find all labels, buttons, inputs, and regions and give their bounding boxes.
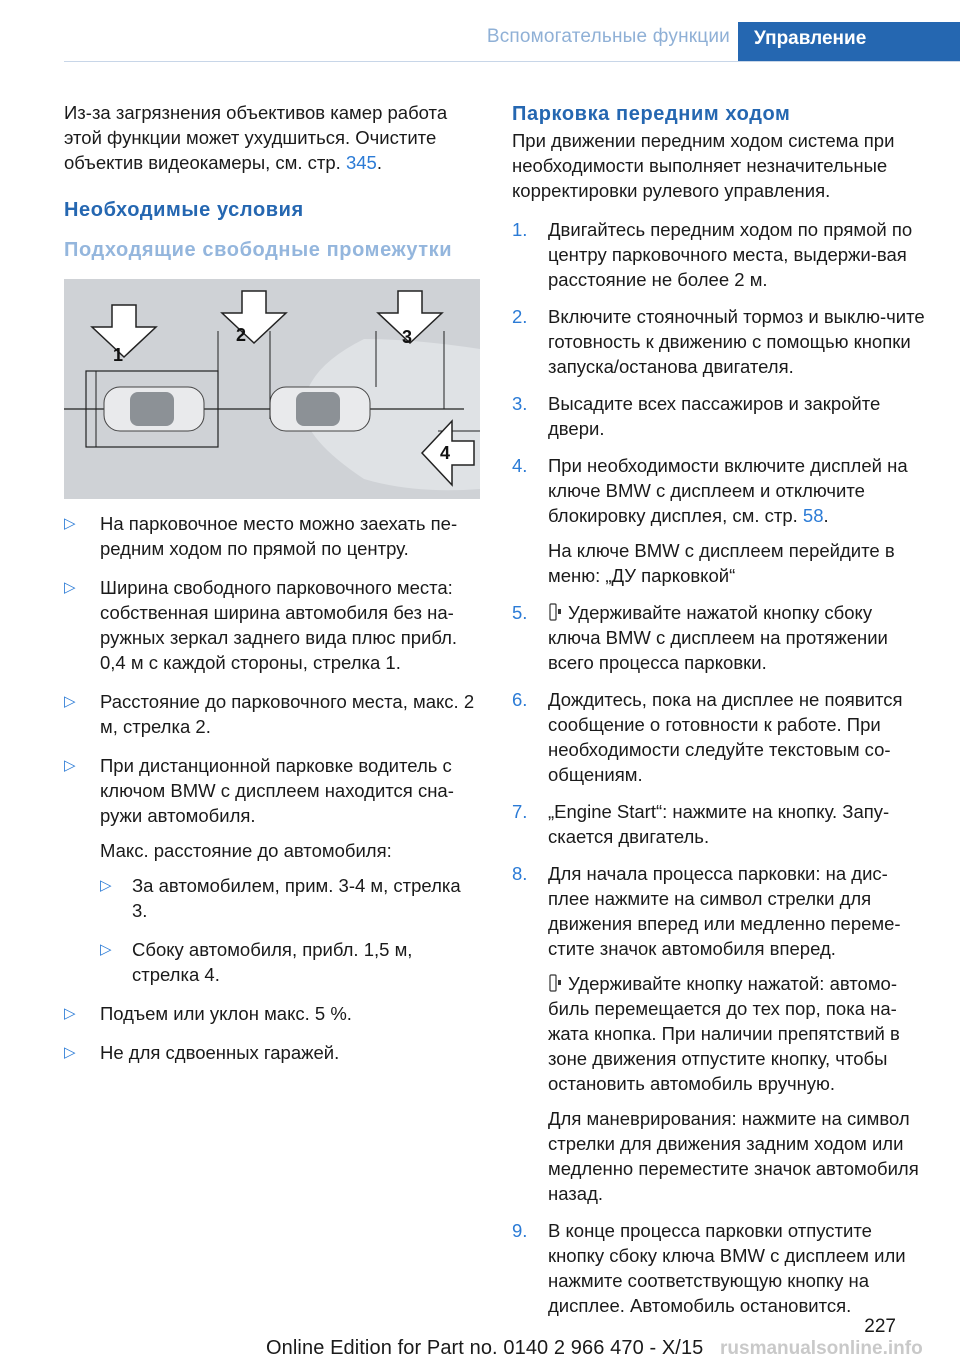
sub-list-item <box>100 937 480 987</box>
arrow-3-label: 3 <box>402 327 413 347</box>
list-item-text: Подъем или уклон макс. 5 %. <box>100 1003 352 1024</box>
triangle-bullet-icon: ▷ <box>64 579 76 596</box>
step-number: 7. <box>512 801 528 822</box>
step-extra: На ключе BMW с дисплеем перейдите в меню: „ДУ парковкой“ <box>548 540 895 586</box>
list-item <box>64 1001 480 1026</box>
step-item <box>512 600 928 675</box>
page-header <box>0 0 960 62</box>
step-extra-text: Удерживайте кнопку нажатой: автомо-биль перемещается до тех пор, пока на-жата кнопка. При наличии препятствий в зоне движения отпустите кнопку, чтобы остановить автомобиль вручную. <box>548 973 900 1094</box>
left-column <box>64 100 480 1079</box>
list-item-text: При дистанционной парковке водитель с ключом BMW с дисплеем находится сна-ружи автомобиля. <box>100 755 454 826</box>
step-number: 2. <box>512 306 528 327</box>
triangle-bullet-icon: ▷ <box>64 515 76 532</box>
step-number: 5. <box>512 602 528 623</box>
step-number: 4. <box>512 455 528 476</box>
right-intro: При движении передним ходом система при необходимости выполняет незначительные корректировки рулевого управления. <box>512 130 895 201</box>
step-number: 3. <box>512 393 528 414</box>
step-item <box>512 304 928 379</box>
sub-list-item <box>100 873 480 923</box>
arrow-4-label: 4 <box>440 443 451 463</box>
step-text: Дождитесь, пока на дисплее не появится сообщение о готовности к работе. При необходимости следуйте текстовым со-общениям. <box>548 689 903 785</box>
step-item <box>512 1218 928 1318</box>
list-item-text: Ширина свободного парковочного места: собственная ширина автомобиля без на-ружных зеркал заднего вида плюс прибл. 0,4 м с каждой стороны, стрелка 1. <box>100 577 458 673</box>
sub-list-item-text: За автомобилем, прим. 3-4 м, стрелка 3. <box>132 875 461 921</box>
page-number: 227 <box>864 1316 896 1337</box>
header-section-title: Вспомогательные функции <box>486 26 730 47</box>
parking-space-figure <box>64 279 480 499</box>
edition-footer: Online Edition for Part no. 0140 2 966 470 - X/15 <box>266 1337 704 1359</box>
parked-car <box>104 387 204 431</box>
header-chapter-tab: Управление <box>738 22 960 62</box>
list-item-text: Расстояние до парковочного места, макс. 2 м, стрелка 2. <box>100 691 475 737</box>
step-text: Высадите всех пассажиров и закройте двери. <box>548 393 881 439</box>
step-item <box>512 217 928 292</box>
key-side-button-icon <box>548 974 562 992</box>
step-extra <box>548 971 928 1096</box>
step-number: 9. <box>512 1220 528 1241</box>
sub-list-item-text: Сбоку автомобиля, прибл. 1,5 м, стрелка 4. <box>132 939 413 985</box>
intro-paragraph: Из-за загрязнения объективов камер работа этой функции может ухудшиться. Очистите объектив видеокамеры, см. стр. 345. <box>64 102 448 173</box>
parking-diagram <box>64 279 480 499</box>
intro-text: Из-за загрязнения объективов камер работа этой функции может ухудшиться. Очистите объектив видеокамеры, см. стр. <box>64 102 448 173</box>
list-item <box>64 689 480 739</box>
page-ref-link[interactable]: 345 <box>345 152 377 173</box>
step-item <box>512 687 928 787</box>
step-text: Двигайтесь передним ходом по прямой по центру парковочного места, выдержи-вая расстояние не более 2 м. <box>548 219 913 290</box>
triangle-bullet-icon: ▷ <box>64 757 76 774</box>
triangle-bullet-icon: ▷ <box>64 1005 76 1022</box>
triangle-bullet-icon: ▷ <box>64 693 76 710</box>
requirements-list <box>64 511 480 1065</box>
sub-list <box>100 873 480 987</box>
key-side-button-icon <box>548 603 562 621</box>
step-text: При необходимости включите дисплей на ключе BMW с дисплеем и отключите блокировку дисплея, см. стр. <box>548 455 908 526</box>
list-item <box>64 575 480 675</box>
list-item-text: На парковочное место можно заехать пе-редним ходом по прямой по центру. <box>100 513 458 559</box>
subsection-heading: Подходящие свободные промежутки <box>64 239 453 261</box>
arrow-2-label: 2 <box>236 325 247 345</box>
step-number: 8. <box>512 863 528 884</box>
arrow-1-label: 1 <box>113 345 124 365</box>
step-extra: Для маневрирования: нажмите на символ стрелки для движения задним ходом или медленно переместите значок автомобиля назад. <box>548 1108 919 1204</box>
triangle-bullet-icon: ▷ <box>100 877 112 894</box>
triangle-bullet-icon: ▷ <box>100 941 112 958</box>
step-item <box>512 453 928 588</box>
list-item-text: Не для сдвоенных гаражей. <box>100 1042 340 1063</box>
step-item <box>512 861 928 1206</box>
page-ref-link[interactable]: 58 <box>802 505 824 526</box>
step-number: 6. <box>512 689 528 710</box>
right-column <box>512 100 928 1330</box>
watermark: rusmanualsonline.info <box>720 1338 923 1359</box>
step-text-end: . <box>823 505 829 526</box>
triangle-bullet-icon: ▷ <box>64 1044 76 1061</box>
step-text: „Engine Start“: нажмите на кнопку. Запу-скается двигатель. <box>548 801 890 847</box>
list-item <box>64 511 480 561</box>
list-item-continuation: Макс. расстояние до автомобиля: <box>100 840 392 861</box>
step-text: В конце процесса парковки отпустите кнопку сбоку ключа BMW с дисплеем или нажмите соответствующую кнопку на дисплее. Автомобиль остановится. <box>548 1220 906 1316</box>
steps-list <box>512 217 928 1318</box>
moving-car <box>270 387 370 431</box>
section-heading: Необходимые условия <box>64 199 304 221</box>
step-item <box>512 391 928 441</box>
list-item <box>64 753 480 987</box>
list-item <box>64 1040 480 1065</box>
step-text: Удерживайте нажатой кнопку сбоку ключа BMW с дисплеем на протяжении всего процесса парковки. <box>548 602 888 673</box>
step-number: 1. <box>512 219 528 240</box>
step-item <box>512 799 928 849</box>
header-rule <box>64 61 960 62</box>
step-text: Включите стояночный тормоз и выклю-чите готовность к движению с помощью кнопки запуска/останова двигателя. <box>548 306 925 377</box>
step-text: Для начала процесса парковки: на дис-плее нажмите на символ стрелки для движения вперед или медленно переме-стите значок автомобиля вперед. <box>548 863 901 959</box>
right-heading: Парковка передним ходом <box>512 103 791 125</box>
